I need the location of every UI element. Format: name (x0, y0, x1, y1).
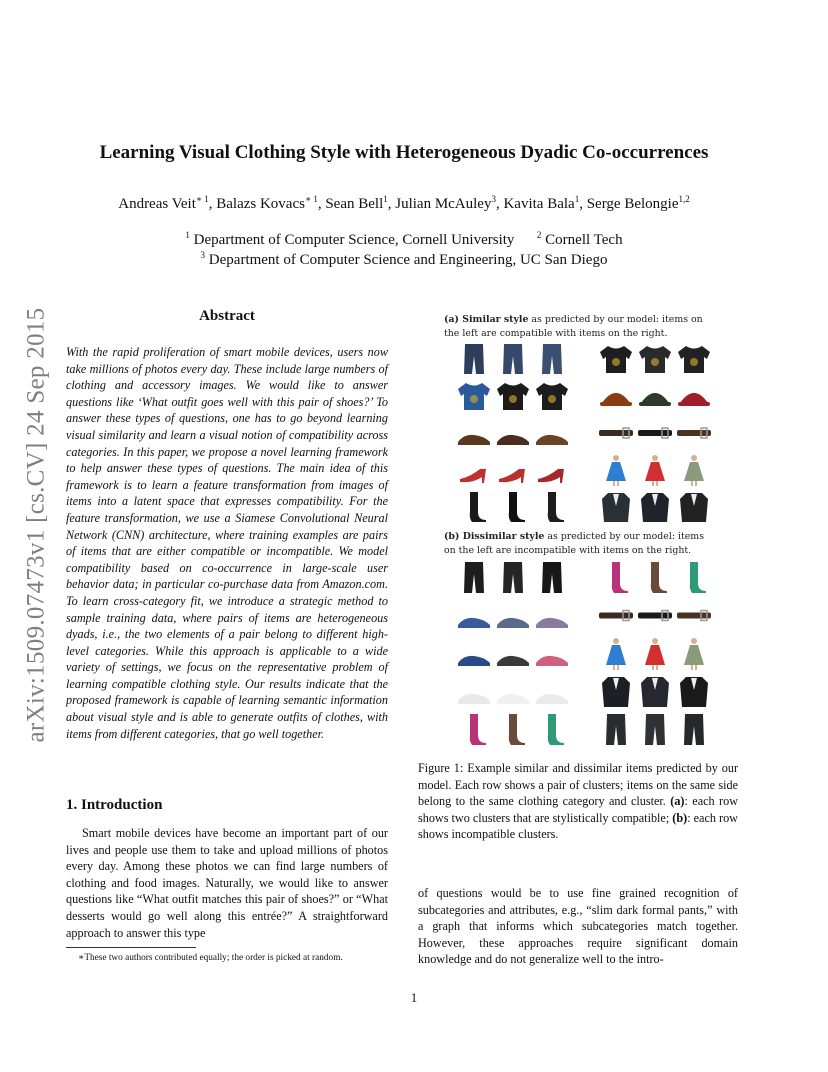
affiliation-text: Department of Computer Science, Cornell University (193, 232, 515, 248)
clothing-cluster-white-sneakers (455, 674, 571, 709)
clothing-item-thumbnail (494, 416, 532, 450)
clothing-item-thumbnail (636, 416, 674, 450)
panel-b-caption-text: as predicted by our model: items on the left are incompatible with items on the right. (444, 531, 705, 556)
clothing-item-thumbnail (455, 598, 493, 633)
clothing-item-thumbnail (675, 490, 713, 524)
figure-row (455, 560, 713, 595)
author-affiliation-sup: 3 (491, 194, 496, 204)
clothing-cluster-dresses (597, 453, 713, 487)
author-name: Kavita Bala (503, 196, 575, 212)
footnote: ∗These two authors contributed equally; the order is picked at random. (78, 953, 343, 963)
clothing-cluster-suits (597, 490, 713, 524)
clothing-cluster-graphic-tshirts (455, 379, 571, 413)
author-name: Balazs Kovacs (216, 196, 305, 212)
arxiv-stamp-text: arXiv:1509.07473v1 [cs.CV] 24 Sep 2015 (22, 307, 50, 743)
affiliation-text: Cornell Tech (545, 232, 623, 248)
clothing-item-thumbnail (636, 674, 674, 709)
figure-row (455, 490, 713, 524)
figure-panel-b-caption (444, 530, 716, 557)
page-number: 1 (410, 990, 418, 1005)
clothing-cluster-red-heels (455, 453, 571, 487)
figure-panel-a-caption (444, 313, 716, 340)
clothing-item-thumbnail (533, 379, 571, 413)
clothing-item-thumbnail (494, 674, 532, 709)
clothing-item-thumbnail (533, 598, 571, 633)
author-name: Sean Bell (325, 196, 384, 212)
clothing-item-thumbnail (597, 379, 635, 413)
clothing-item-thumbnail (675, 674, 713, 709)
affiliation-line-1 (70, 232, 738, 249)
author-affiliation-sup: 1 (574, 194, 580, 204)
affiliation-text: Department of Computer Science and Engineering, UC San Diego (208, 252, 608, 268)
clothing-item-thumbnail (675, 712, 713, 747)
introduction-text: Smart mobile devices have become an important part of our lives and people use them to take and upload millions of photos every day. Among these photos we can find large numbers of clothing and food images. Naturally, we would like to answer questions like “What outfit matches this pair of shoes?” or “What desserts would go well along this entrée?” A straightforward approach to answer this type (66, 826, 388, 940)
clothing-cluster-jeans (455, 342, 571, 376)
clothing-item-thumbnail (597, 636, 635, 671)
clothing-item-thumbnail (636, 598, 674, 633)
clothing-item-thumbnail (675, 342, 713, 376)
clothing-item-thumbnail (597, 490, 635, 524)
clothing-cluster-patterned-socks (455, 712, 571, 747)
clothing-cluster-belts (597, 598, 713, 633)
clothing-item-thumbnail (533, 712, 571, 747)
affiliation-sup: 1 (185, 230, 190, 240)
clothing-cluster-patterned-socks (597, 560, 713, 595)
figure-row (455, 416, 713, 450)
panel-a-caption-text: as predicted by our model: items on the left are compatible with items on the right. (444, 314, 703, 339)
clothing-item-thumbnail (494, 560, 532, 595)
clothing-item-thumbnail (494, 453, 532, 487)
clothing-item-thumbnail (636, 342, 674, 376)
caption-label-b: (b) (672, 810, 688, 825)
clothing-item-thumbnail (455, 416, 493, 450)
clothing-item-thumbnail (494, 490, 532, 524)
clothing-item-thumbnail (455, 342, 493, 376)
clothing-cluster-argyle-sweaters (597, 342, 713, 376)
clothing-item-thumbnail (494, 379, 532, 413)
clothing-cluster-suit-pants (597, 712, 713, 747)
author-name: Serge Belongie (586, 196, 679, 212)
panel-b-label: (b) Dissimilar style (444, 531, 545, 542)
clothing-item-thumbnail (597, 674, 635, 709)
clothing-cluster-running-shoes (455, 636, 571, 671)
clothing-item-thumbnail (455, 636, 493, 671)
clothing-item-thumbnail (533, 342, 571, 376)
clothing-item-thumbnail (455, 379, 493, 413)
clothing-item-thumbnail (636, 712, 674, 747)
affiliation-line-2 (70, 252, 738, 269)
figure-row (455, 453, 713, 487)
clothing-item-thumbnail (597, 598, 635, 633)
figure-row (455, 636, 713, 671)
arxiv-stamp (18, 285, 54, 765)
clothing-item-thumbnail (494, 712, 532, 747)
clothing-item-thumbnail (533, 453, 571, 487)
author-name: Julian McAuley (395, 196, 492, 212)
clothing-item-thumbnail (533, 416, 571, 450)
abstract-text: With the rapid proliferation of smart mobile devices, users now take millions of photos every day. These include large numbers of clothing and accessory images. We would like to answer questions like ‘What outfit goes well with this pair of shoes?’ To answer these types of questions, one has to go beyond learning visual similarity and learn a visual notion of compatibility across categories. In this paper, we propose a novel learning framework to help answer these types of questions. The main idea of this framework is to learn a feature transformation from images of items into a latent space that expresses compatibility. For the feature transformation, we use a Siamese Convolutional Neural Network (CNN) architecture, where training examples are pairs of items that are either compatible or incompatible. We model compatibility based on co-occurrence in large-scale user behavior data; in particular co-purchase data from Amazon.com. To learn cross-category fit, we introduce a strategic method to sample training data, where pairs of items are heterogeneous dyads, i.e., the two elements of a pair belong to different high-level categories. While this approach is applicable to a wide variety of settings, we focus on the representative problem of learning compatible clothing style. Our results indicate that the proposed framework is capable of learning semantic information about visual style and is able to generate outfits of clothes, with items from different categories, that go well together. (66, 345, 388, 741)
clothing-item-thumbnail (597, 416, 635, 450)
clothing-item-thumbnail (675, 416, 713, 450)
clothing-item-thumbnail (597, 342, 635, 376)
figure-panel-b (455, 560, 713, 750)
figure-row (455, 379, 713, 413)
clothing-item-thumbnail (636, 560, 674, 595)
clothing-item-thumbnail (675, 379, 713, 413)
clothing-item-thumbnail (455, 674, 493, 709)
clothing-item-thumbnail (597, 453, 635, 487)
clothing-item-thumbnail (636, 490, 674, 524)
clothing-item-thumbnail (455, 453, 493, 487)
paper-title: Learning Visual Clothing Style with Heterogeneous Dyadic Co-occurrences (99, 142, 709, 163)
clothing-cluster-caps (597, 379, 713, 413)
author-affiliation-sup: 1,2 (678, 194, 690, 204)
clothing-cluster-black-socks (455, 490, 571, 524)
clothing-item-thumbnail (533, 674, 571, 709)
clothing-item-thumbnail (636, 453, 674, 487)
clothing-cluster-dresses (597, 636, 713, 671)
clothing-cluster-brown-shoes (455, 416, 571, 450)
affiliation-sup: 3 (200, 250, 206, 260)
figure-row (455, 712, 713, 747)
affiliation-sup: 2 (536, 230, 542, 240)
clothing-cluster-sneakers (455, 598, 571, 633)
figure-row (455, 598, 713, 633)
abstract-heading: Abstract (199, 308, 255, 324)
clothing-item-thumbnail (636, 636, 674, 671)
clothing-cluster-belts (597, 416, 713, 450)
clothing-cluster-suit-jackets (597, 674, 713, 709)
author-affiliation-sup: 1 (383, 194, 388, 204)
clothing-item-thumbnail (533, 636, 571, 671)
author-affiliation-sup: ∗ 1 (195, 194, 209, 204)
clothing-item-thumbnail (597, 712, 635, 747)
author-affiliation-sup: ∗ 1 (304, 194, 318, 204)
clothing-item-thumbnail (636, 379, 674, 413)
panel-a-label: (a) Similar style (444, 314, 529, 325)
figure-panel-a (455, 342, 713, 527)
clothing-item-thumbnail (675, 453, 713, 487)
clothing-item-thumbnail (675, 560, 713, 595)
clothing-item-thumbnail (494, 342, 532, 376)
clothing-cluster-capri-leggings (455, 560, 571, 595)
footnote-rule (66, 947, 196, 948)
column-2-text: of questions would be to use fine grained recognition of subcategories and attributes, e.g., “slim dark formal pants,” with a graph that informs which subcategories match together. However, these approaches require significant domain knowledge and do not generalize well to the intro- (418, 886, 738, 967)
author-name: Andreas Veit (118, 196, 196, 212)
clothing-item-thumbnail (455, 490, 493, 524)
clothing-item-thumbnail (494, 598, 532, 633)
figure-caption: Figure 1: Example similar and dissimilar items predicted by our model. Each row shows a pair of clusters; items on the same side belong to the same clothing category and cluster. (a): each row shows two clusters that are stylistically compatible; (b): each row shows incompatible clusters. (418, 761, 738, 842)
clothing-item-thumbnail (455, 560, 493, 595)
clothing-item-thumbnail (455, 712, 493, 747)
author-list: Andreas Veit$^{∗ 1}$, Balazs Kovacs$^{∗ 1}$, Sean Bell$^1$, Julian McAuley$^3$, Kavita Bala$^1$, Serge Belongie$^{1,2}$ (118, 194, 690, 212)
clothing-item-thumbnail (533, 490, 571, 524)
figure-row (455, 342, 713, 376)
figure-row (455, 674, 713, 709)
clothing-item-thumbnail (533, 560, 571, 595)
introduction-heading: 1. Introduction (66, 797, 163, 813)
clothing-item-thumbnail (675, 636, 713, 671)
clothing-item-thumbnail (675, 598, 713, 633)
clothing-item-thumbnail (597, 560, 635, 595)
clothing-item-thumbnail (494, 636, 532, 671)
caption-label-a: (a) (670, 794, 685, 809)
